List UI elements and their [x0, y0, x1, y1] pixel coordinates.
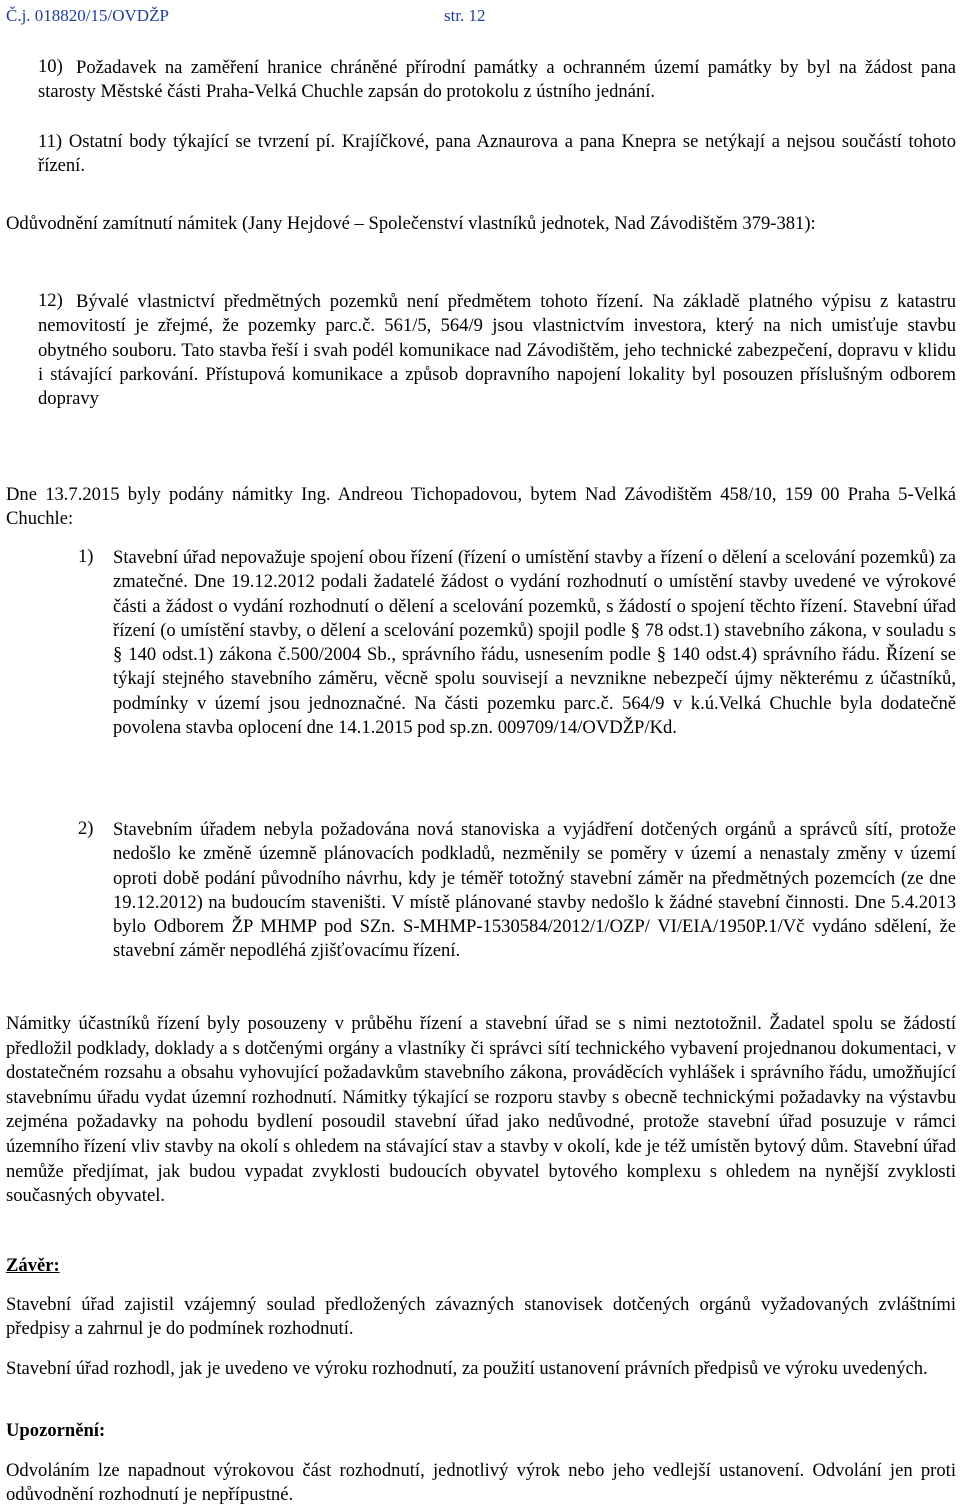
page-number: str. 12 [444, 6, 486, 25]
conclusion-heading: Závěr: [6, 1255, 60, 1276]
objection-intro: Dne 13.7.2015 byly podány námitky Ing. Andreou Tichopadovou, bytem Nad Závodištěm 458/10, 159 00 Praha 5-Velká Chuchle: [6, 484, 956, 530]
sub-item-1-text: Stavební úřad nepovažuje spojení obou řízení (řízení o umístění stavby a řízení o dělení a scelování pozemků) za zmatečné. Dne 19.12.2012 podali žadatelé žádost o vydání rozhodnutí o umístění stavby uvedené ve výrokové části a žádost o vydání rozhodnutí o dělení a scelování pozemků, s žádostí o spojení těchto řízení. Stavební úřad řízení (o umístění stavby, o dělení a scelování pozemků) spojil podle § 78 odst.1) stavebního zákona, v souladu s § 140 odst.1) zákona č.500/2004 Sb., správního řádu, usnesením podle § 140 odst.4) správního řádu. Řízení se týkají stejného stavebního záměru, věcně spolu souvisejí a nevznikne nebezpečí újmy některému z účastníků, podmínky v území jsou jednoznačné. Na části pozemku parc.č. 564/9 v k.ú.Velká Chuchle byla dodatečně povolena stavba oplocení dne 14.1.2015 pod sp.zn. 009709/14/OVDŽP/Kd. [113, 547, 956, 739]
item-12-text: Bývalé vlastnictví předmětných pozemků není předmětem tohoto řízení. Na základě platného výpisu z katastru nemovitostí je zřejmé, že pozemky parc.č. 561/5, 564/9 jsou vlastnictvím investora, který na nich umisťuje stavbu obytného souboru. Tato stavba řeší i svah podél komunikace nad Závodištěm, jeho technické zabezpečení, dopravu v klidu i stávající parkování. Přístupová komunikace a způsob dopravního napojení lokality byl posouzen příslušným odborem dopravy [38, 291, 956, 410]
item-11-body: Ostatní body týkající se tvrzení pí. Krajíčkové, pana Aznaurova a pana Knepra se netýkají a nejsou součástí tohoto řízení. [38, 131, 956, 177]
notice-heading: Upozornění: [6, 1420, 106, 1441]
conclusion-paragraph-1: Stavební úřad zajistil vzájemný soulad předložených závazných stanovisek dotčených orgánů vyžadovaných zvláštními předpisy a zahrnul je do podmínek rozhodnutí. [6, 1294, 956, 1340]
item-10-text: Požadavek na zaměření hranice chráněné přírodní památky a ochranném území památky by byl na žádost pana starosty Městské části Praha-Velká Chuchle zapsán do protokolu z ústního jednání. [38, 57, 956, 103]
notice-paragraph: Odvoláním lze napadnout výrokovou část rozhodnutí, jednotlivý výrok nebo jeho vedlejší ustanovení. Odvolání jen proti odůvodnění rozhodnutí je nepřípustné. [6, 1460, 956, 1506]
summary-paragraph: Námitky účastníků řízení byly posouzeny v průběhu řízení a stavební úřad se s nimi neztotožnil. Žadatel spolu se žádostí předložil podklady, doklady a s dotčenými orgány a vlastníky či správci sítí technického vybavení projednanou dokumentaci, v dostatečném rozsahu a obsahu vyhovující požadavkům stavebního zákona, prováděcích vyhlášek i správního řádu, umožňující stavebnímu úřadu vydat územní rozhodnutí. Námitky týkající se rozporu stavby s obecně technickými požadavky na výstavbu zejména požadavky na pohodu bydlení posoudil stavební úřad jako nedůvodné, protože stavební úřad posuzuje v rámci územního řízení vliv stavby na okolí s ohledem na stávající stav a stavby v okolí, kde je též umístěn bytový dům. Stavební úřad nemůže předjímat, jak budou vypadat zvyklosti budoucích obyvatel bytového komplexu s ohledem na nynější zvyklosti současných obyvatel. [6, 1013, 956, 1207]
sub-item-number-1: 1) [78, 546, 94, 567]
sub-item-number-2: 2) [78, 818, 94, 839]
document-reference: Č.j. 018820/15/OVDŽP [6, 6, 169, 25]
conclusion-paragraph-2: Stavební úřad rozhodl, jak je uvedeno ve výroku rozhodnutí, za použití ustanovení právních předpisů ve výroku uvedených. [6, 1358, 928, 1379]
item-number-10: 10) [38, 56, 63, 77]
sub-item-2-text: Stavebním úřadem nebyla požadována nová stanoviska a vyjádření dotčených orgánů a správců sítí, protože nedošlo ke změně územně plánovacích podkladů, nezměnily se poměry v území a nenastaly změny v území oproti době podání původního návrhu, kdy je téměř totožný stavební záměr na předmětných pozemcích (ze dne 19.12.2012) na budoucím staveništi. V místě plánované stavby nedošlo k žádné stavební činnosti. Dne 5.4.2013 bylo Odborem ŽP MHMP pod SZn. S-MHMP-1530584/2012/1/OZP/ VI/EIA/1950P.1/Vč vydáno sdělení, že stavební záměr nepodléhá zjišťovacímu řízení. [113, 819, 956, 962]
item-11-text [38, 130, 956, 179]
item-number-11: 11) [38, 131, 63, 152]
objection-heading: Odůvodnění zamítnutí námitek (Jany Hejdové – Společenství vlastníků jednotek, Nad Závodištěm 379-381): [6, 213, 816, 234]
item-number-12: 12) [38, 290, 63, 311]
